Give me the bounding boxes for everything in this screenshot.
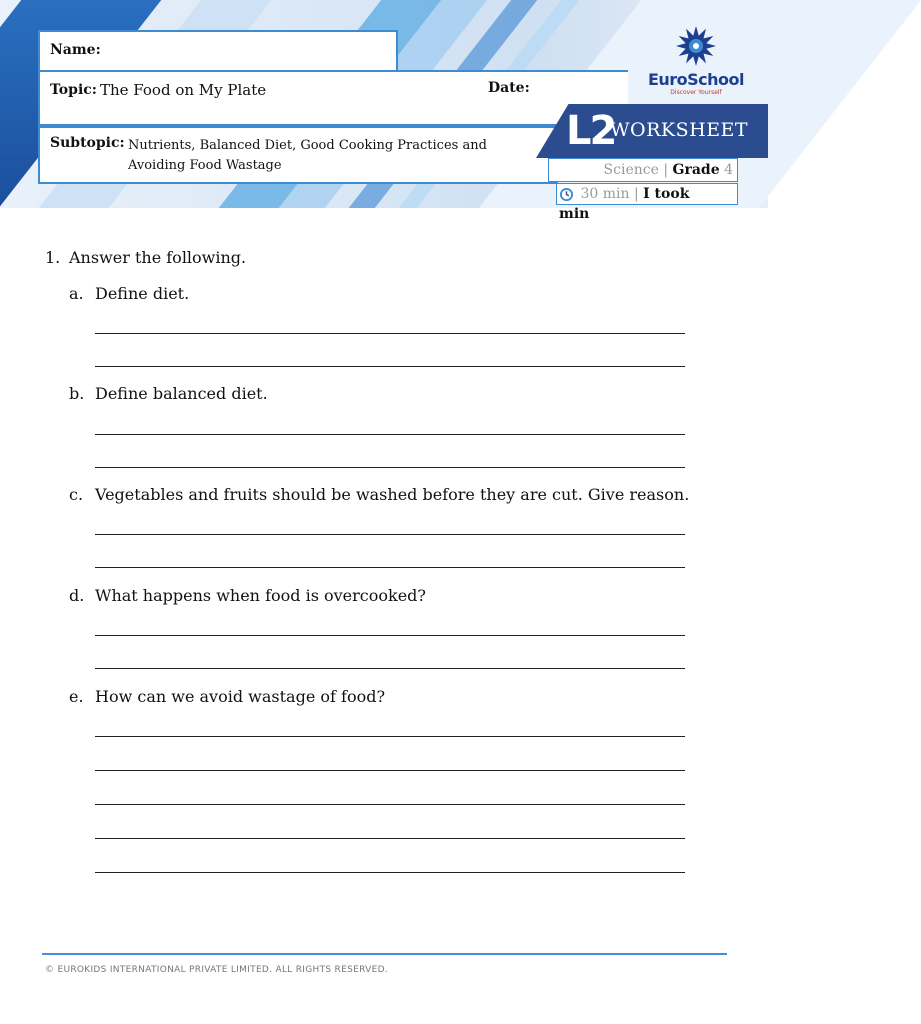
answer-line[interactable] [95,668,685,669]
subtopic-label: Subtopic: [50,135,125,151]
subquestion-text: Define diet. [95,284,190,303]
copyright-notice: © EUROKIDS INTERNATIONAL PRIVATE LIMITED. ALL RIGHTS RESERVED. [45,965,388,975]
subquestion-letter: c. [69,485,84,504]
subquestion-letter: d. [69,586,85,605]
subtopic-value: Nutrients, Balanced Diet, Good Cooking Practices and Avoiding Food Wastage [128,138,487,173]
time-row [556,183,738,222]
answer-line[interactable] [95,333,685,334]
topic-value: The Food on My Plate [100,81,267,99]
subquestion-letter: a. [69,284,84,303]
answer-line[interactable] [95,366,685,367]
subquestion-letter: b. [69,384,85,403]
subquestion-b [69,384,268,403]
min-label: min [559,206,590,222]
answer-line[interactable] [95,534,685,535]
answer-line[interactable] [95,567,685,568]
subject-grade-row [548,158,738,182]
subquestion-text: Define balanced diet. [95,384,268,403]
i-took-label: I took [643,186,690,202]
answer-line[interactable] [95,804,685,805]
time-value: 30 min [580,186,630,202]
worksheet-label: WORKSHEET [610,119,749,141]
subquestion-text: What happens when food is overcooked? [95,586,426,605]
subquestion-c [69,485,689,504]
subquestion-text: Vegetables and fruits should be washed before they are cut. Give reason. [95,485,690,504]
worksheet-header [0,0,768,222]
question-number: 1. [45,248,61,267]
subquestion-e [69,687,385,706]
grade-value: 4 [724,162,733,178]
answer-line[interactable] [95,838,685,839]
answer-line[interactable] [95,434,685,435]
footer-divider [42,953,727,955]
name-label: Name: [50,42,101,58]
subject-label: Science [603,162,659,178]
logo-tagline: Discover Yourself [670,89,722,96]
question-1 [45,248,246,267]
separator: | [663,162,669,178]
name-field[interactable] [38,30,398,72]
subquestion-a [69,284,189,303]
subquestion-letter: e. [69,687,84,706]
euroschool-logo [646,24,746,104]
clock-icon [559,187,574,202]
logo-name: EuroSchool [647,70,745,89]
answer-line[interactable] [95,736,685,737]
topic-label: Topic: [50,82,97,98]
topic-row [38,70,628,126]
answer-line[interactable] [95,872,685,873]
date-label: Date: [488,80,530,96]
separator: | [633,186,639,202]
answer-line[interactable] [95,467,685,468]
grade-label: Grade [672,162,720,178]
answer-line[interactable] [95,770,685,771]
answer-line[interactable] [95,635,685,636]
star-emblem-icon [674,24,718,68]
subquestion-d [69,586,426,605]
subquestion-text: How can we avoid wastage of food? [95,687,386,706]
level-label: L2 [566,108,616,154]
question-text: Answer the following. [69,248,247,267]
subtopic-row [38,126,558,184]
